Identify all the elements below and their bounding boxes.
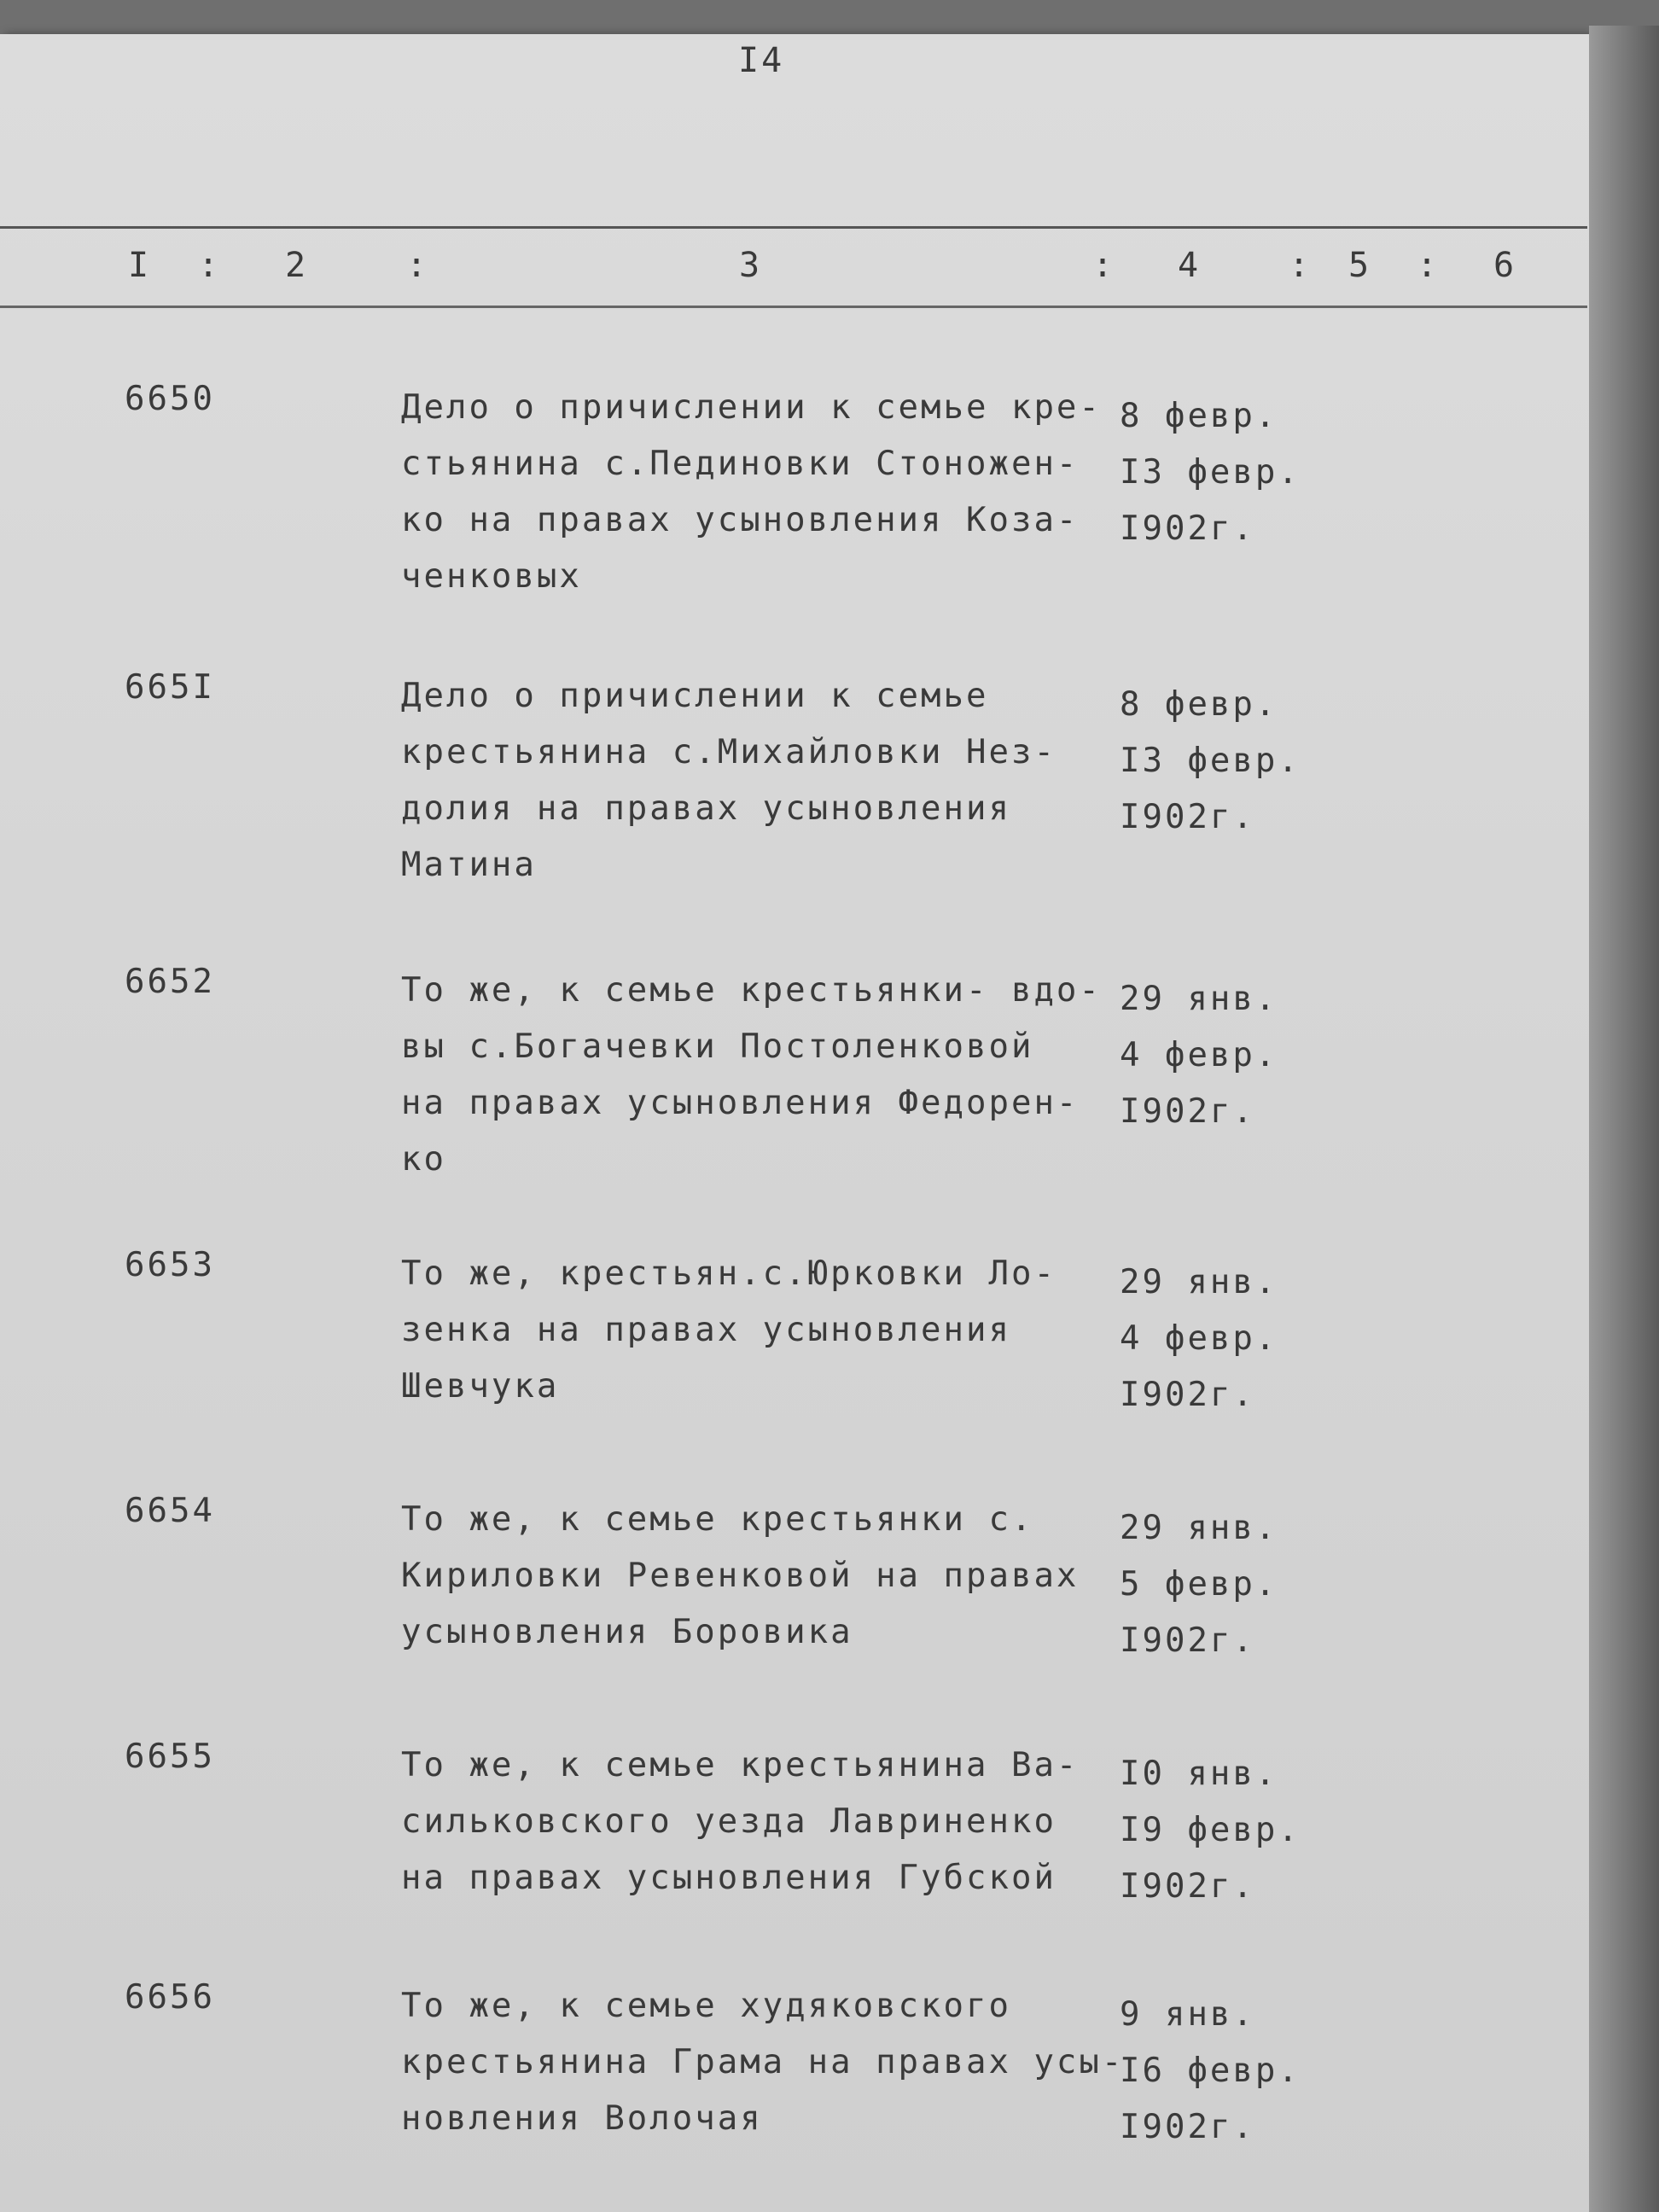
record-number: 6654 bbox=[125, 1492, 215, 1530]
record-description bbox=[401, 380, 1101, 605]
description-line: крестьянина Грама на правах усы- bbox=[401, 2043, 1125, 2081]
description-line: зенка на правах усыновления bbox=[401, 1311, 1011, 1349]
description-line: усыновления Боровика bbox=[401, 1613, 853, 1651]
column-header-5: 5 bbox=[1348, 246, 1372, 285]
description-line: стьянина с.Пединовки Стоножен- bbox=[401, 445, 1080, 483]
column-header-1: I bbox=[128, 246, 152, 285]
start-date: 8 февр. bbox=[1120, 397, 1278, 435]
column-separator: : bbox=[198, 246, 222, 285]
column-header-3: 3 bbox=[739, 246, 763, 285]
record-number: 6652 bbox=[125, 963, 215, 1001]
year: I902г. bbox=[1120, 1092, 1255, 1131]
end-date: 4 февр. bbox=[1120, 1319, 1278, 1358]
record-dates bbox=[1120, 1254, 1359, 1423]
record-dates bbox=[1120, 971, 1359, 1140]
record-description bbox=[401, 668, 1101, 894]
year: I902г. bbox=[1120, 1376, 1255, 1414]
record-number: 6653 bbox=[125, 1246, 215, 1284]
description-line: Дело о причислении к семье кре- bbox=[401, 388, 1102, 427]
description-line: сильковского уезда Лавриненко bbox=[401, 1802, 1057, 1841]
record-number: 6656 bbox=[125, 1978, 215, 2017]
description-line: долия на правах усыновления bbox=[401, 789, 1011, 828]
description-line: Матина bbox=[401, 846, 537, 884]
column-header-6: 6 bbox=[1493, 246, 1517, 285]
year: I902г. bbox=[1120, 2108, 1255, 2146]
description-line: То же, к семье худяковского bbox=[401, 1987, 1011, 2025]
description-line: То же, крестьян.с.Юрковки Ло- bbox=[401, 1254, 1057, 1293]
column-separator: : bbox=[1092, 246, 1116, 285]
start-date: I0 янв. bbox=[1120, 1755, 1278, 1793]
year: I902г. bbox=[1120, 1867, 1255, 1906]
description-line: на правах усыновления Губской bbox=[401, 1859, 1057, 1897]
start-date: 29 янв. bbox=[1120, 980, 1278, 1018]
start-date: 8 февр. bbox=[1120, 685, 1278, 724]
end-date: I9 февр. bbox=[1120, 1811, 1301, 1849]
column-header-2: 2 bbox=[285, 246, 309, 285]
end-date: I3 февр. bbox=[1120, 742, 1301, 780]
description-line: Шевчука bbox=[401, 1367, 560, 1406]
description-line: То же, к семье крестьянки с. bbox=[401, 1500, 1034, 1539]
description-line: То же, к семье крестьянки- вдо- bbox=[401, 971, 1102, 1010]
record-dates bbox=[1120, 388, 1359, 557]
record-number: 6650 bbox=[125, 380, 215, 418]
start-date: 29 янв. bbox=[1120, 1509, 1278, 1547]
description-line: ко bbox=[401, 1140, 446, 1179]
page-edge-shadow bbox=[1589, 26, 1659, 2212]
year: I902г. bbox=[1120, 798, 1255, 836]
start-date: 9 янв. bbox=[1120, 1995, 1255, 2034]
description-line: вы с.Богачевки Постоленковой bbox=[401, 1027, 1034, 1066]
start-date: 29 янв. bbox=[1120, 1263, 1278, 1301]
end-date: 5 февр. bbox=[1120, 1565, 1278, 1604]
page-number: I4 bbox=[738, 41, 785, 80]
year: I902г. bbox=[1120, 509, 1255, 548]
description-line: То же, к семье крестьянина Ва- bbox=[401, 1746, 1080, 1784]
year: I902г. bbox=[1120, 1621, 1255, 1660]
column-separator: : bbox=[1289, 246, 1313, 285]
record-dates bbox=[1120, 1987, 1359, 2156]
end-date: I3 февр. bbox=[1120, 453, 1301, 492]
description-line: Дело о причислении к семье bbox=[401, 677, 989, 715]
record-description bbox=[401, 963, 1101, 1188]
description-line: новления Волочая bbox=[401, 2099, 763, 2138]
record-number: 6655 bbox=[125, 1738, 215, 1776]
column-header-4: 4 bbox=[1178, 246, 1202, 285]
record-dates bbox=[1120, 1746, 1359, 1915]
end-date: 4 февр. bbox=[1120, 1036, 1278, 1074]
end-date: I6 февр. bbox=[1120, 2052, 1301, 2090]
record-number: 665I bbox=[125, 668, 215, 707]
column-separator: : bbox=[406, 246, 430, 285]
record-description bbox=[401, 1978, 1125, 2147]
column-separator: : bbox=[1417, 246, 1441, 285]
record-description bbox=[401, 1246, 1101, 1415]
description-line: ченковых bbox=[401, 557, 582, 596]
description-line: крестьянина с.Михайловки Нез- bbox=[401, 733, 1057, 771]
record-description bbox=[401, 1738, 1101, 1906]
description-line: на правах усыновления Федорен- bbox=[401, 1084, 1080, 1122]
description-line: Кириловки Ревенковой на правах bbox=[401, 1557, 1080, 1595]
record-dates bbox=[1120, 1500, 1359, 1669]
description-line: ко на правах усыновления Коза- bbox=[401, 501, 1080, 539]
record-dates bbox=[1120, 677, 1359, 846]
record-description bbox=[401, 1492, 1101, 1661]
